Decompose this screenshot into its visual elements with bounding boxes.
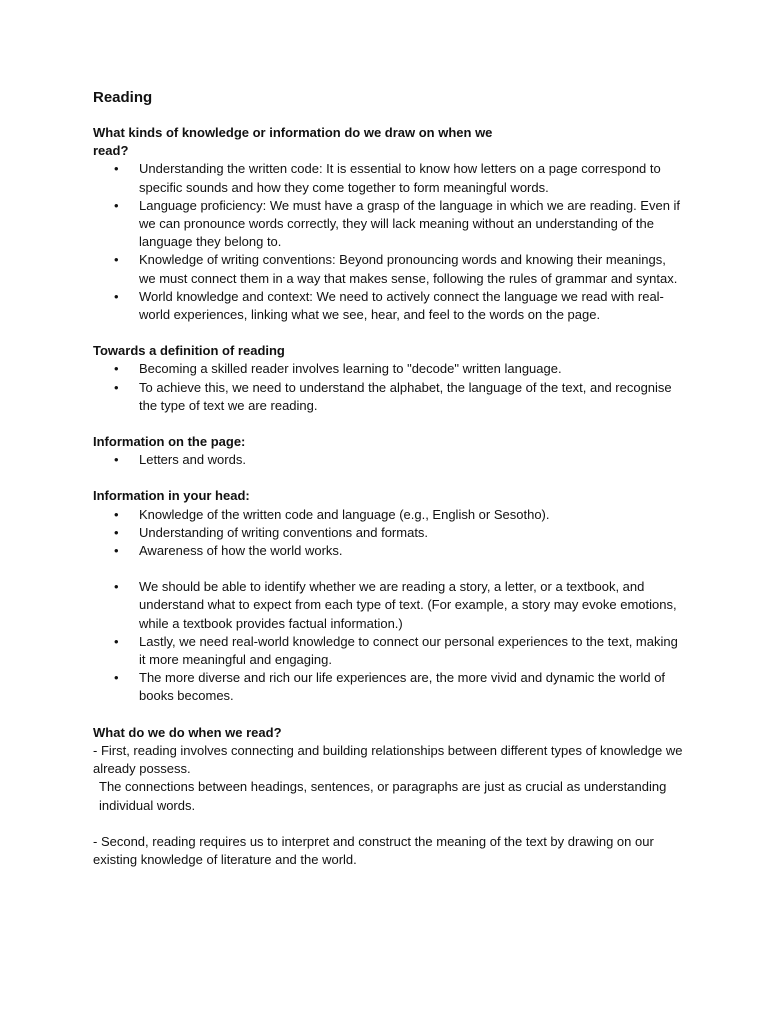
list-item: • Understanding the written code: It is essential to know how letters on a page correspond to specific sounds and how they come together to form meaningful words.	[93, 160, 683, 196]
document-title: Reading	[93, 89, 153, 106]
bullet-list	[93, 506, 683, 561]
list-item: • Letters and words.	[93, 451, 683, 469]
section-heading: Towards a definition of reading	[93, 343, 285, 359]
section-heading: Information in your head:	[93, 488, 250, 504]
list-item: • To achieve this, we need to understand the alphabet, the language of the text, and recognise the type of text we are reading.	[93, 379, 683, 415]
heading-text: What kinds of knowledge or information do we draw on when we read?	[93, 125, 493, 159]
list-item: • Lastly, we need real-world knowledge to connect our personal experiences to the text, making it more meaningful and engaging.	[93, 633, 683, 669]
bullet-list	[93, 360, 683, 415]
bullet-list	[93, 160, 683, 324]
bullet-list	[93, 451, 683, 469]
list-item: • Becoming a skilled reader involves learning to "decode" written language.	[93, 360, 683, 378]
list-item: • Knowledge of writing conventions: Beyond pronouncing words and knowing their meanings, we must connect them in a way that makes sense, following the rules of grammar and syntax.	[93, 251, 683, 287]
section-definition	[93, 342, 683, 415]
section-heading	[93, 124, 683, 160]
list-item: • Language proficiency: We must have a grasp of the language in which we are reading. Even if we can pronounce words correctly, they will lack meaning without an understanding of the language they belong to.	[93, 197, 683, 252]
spacer	[93, 560, 683, 578]
section-knowledge	[93, 124, 683, 324]
list-item: • World knowledge and context: We need to actively connect the language we read with real-world experiences, linking what we see, hear, and feel to the words on the page.	[93, 288, 683, 324]
section-head-info	[93, 487, 683, 705]
paragraph: - First, reading involves connecting and building relationships between different types of knowledge we already possess.	[93, 742, 683, 777]
paragraph: The connections between headings, sentences, or paragraphs are just as crucial as understanding individual words.	[99, 779, 667, 813]
section-page-info	[93, 433, 683, 469]
list-item: • We should be able to identify whether we are reading a story, a letter, or a textbook, and understand what to expect from each type of text. (For example, a story may evoke emotions, while a textbook provides factual information.)	[93, 578, 683, 633]
spacer	[93, 815, 683, 833]
list-item: • Understanding of writing conventions and formats.	[93, 524, 683, 542]
list-item: • Awareness of how the world works.	[93, 542, 683, 560]
bullet-list	[93, 578, 683, 705]
section-what-we-do	[93, 724, 683, 869]
paragraph: - Second, reading requires us to interpret and construct the meaning of the text by drawing on our existing knowledge of literature and the world.	[93, 833, 654, 867]
list-item: • Knowledge of the written code and language (e.g., English or Sesotho).	[93, 506, 683, 524]
list-item: • The more diverse and rich our life experiences are, the more vivid and dynamic the world of books becomes.	[93, 669, 683, 705]
section-heading: What do we do when we read?	[93, 724, 282, 740]
document-page	[93, 88, 683, 887]
section-heading: Information on the page:	[93, 434, 246, 450]
